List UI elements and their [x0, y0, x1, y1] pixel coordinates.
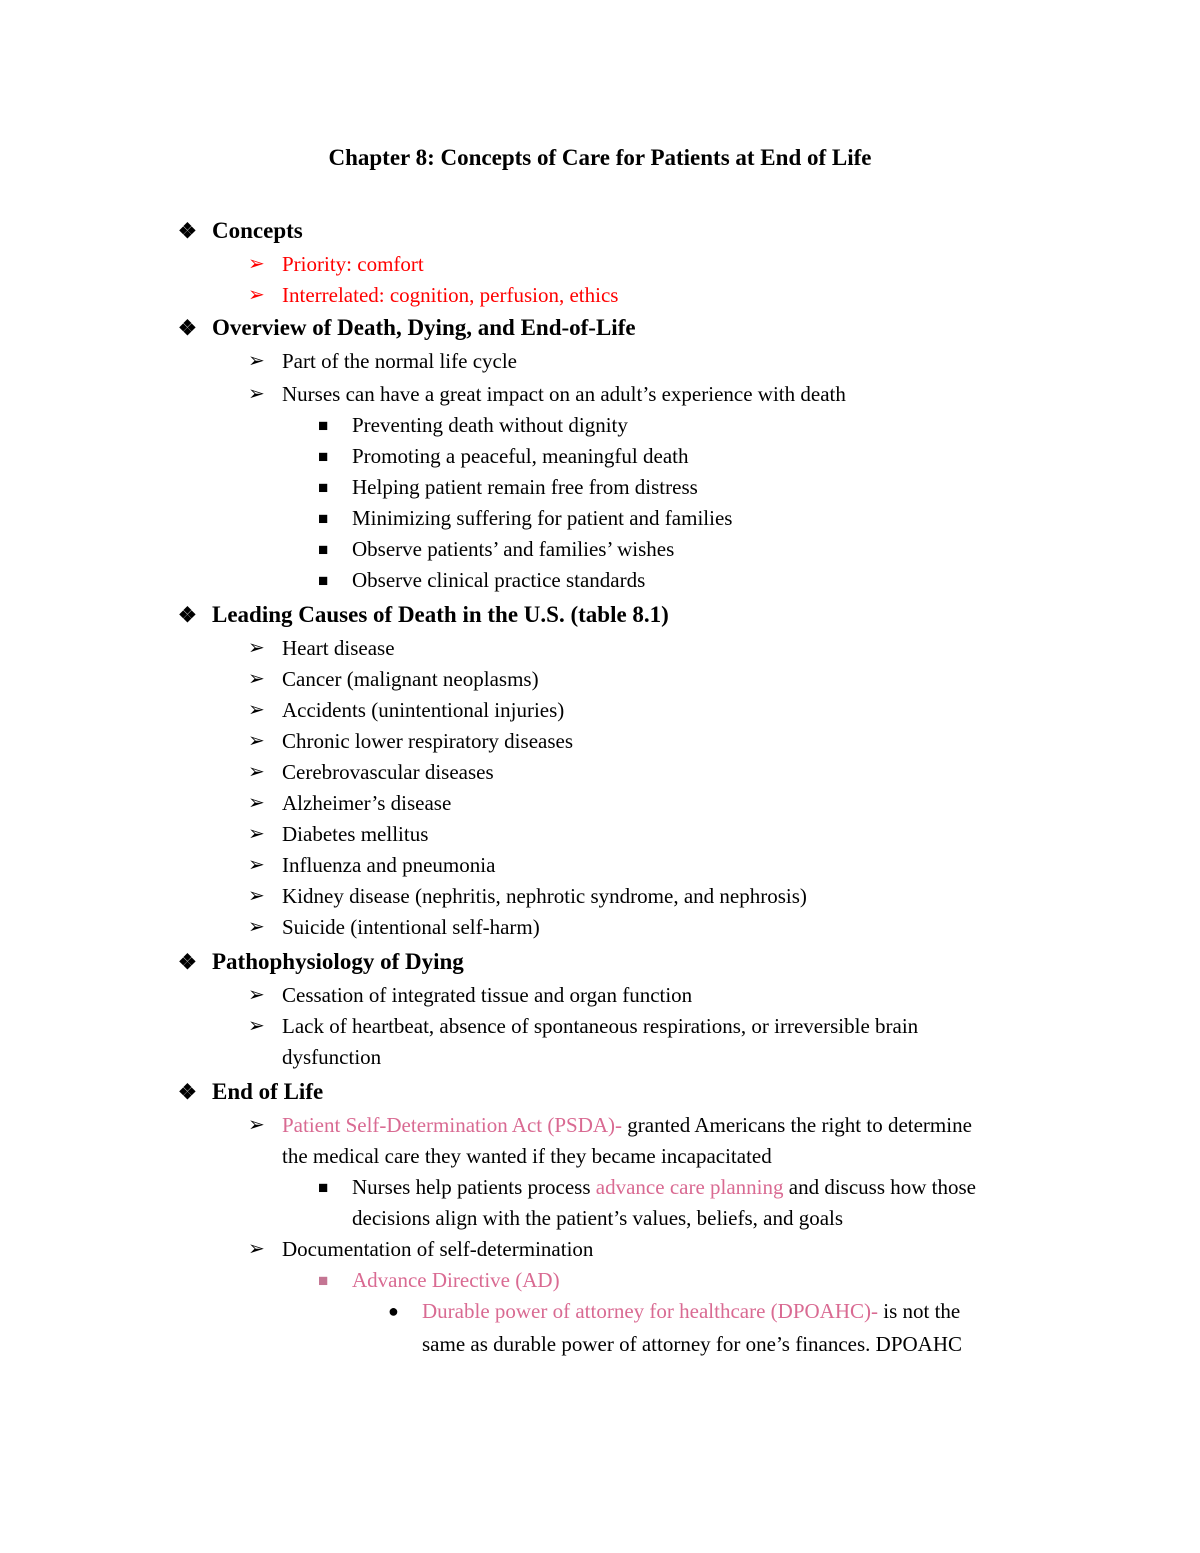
list-item: [248, 249, 424, 280]
list-item-text: Accidents (unintentional injuries): [282, 698, 565, 722]
arrow-bullet-icon: ➢: [248, 984, 265, 1006]
sub-list-item-text: Promoting a peaceful, meaningful death: [352, 444, 689, 468]
arrow-bullet-icon: ➢: [248, 1015, 265, 1037]
arrow-bullet-icon: ➢: [248, 699, 265, 721]
arrow-bullet-icon: ➢: [248, 823, 265, 845]
square-bullet-icon: ■: [318, 571, 329, 590]
list-item: [248, 881, 807, 912]
sub-list-item: [318, 410, 628, 441]
heading-text: Overview of Death, Dying, and End-of-Life: [212, 315, 636, 340]
list-item-text: Heart disease: [282, 636, 395, 660]
sub-list-item: [318, 565, 646, 596]
list-item-text: Documentation of self-determination: [282, 1237, 594, 1261]
list-item-text: Suicide (intentional self-harm): [282, 915, 540, 939]
square-bullet-icon: ■: [318, 509, 329, 528]
arrow-bullet-icon: ➢: [248, 761, 265, 783]
sub-list-item: [318, 1265, 560, 1296]
sub-list-item-text: Observe clinical practice standards: [352, 568, 646, 592]
list-item-text: granted Americans the right to determine: [622, 1113, 972, 1137]
list-item-text: Lack of heartbeat, absence of spontaneous respirations, or irreversible brain: [282, 1014, 919, 1038]
list-item-text: Kidney disease (nephritis, nephrotic syndrome, and nephrosis): [282, 884, 807, 908]
sub-sub-list-item: [388, 1296, 961, 1327]
list-item-text: Diabetes mellitus: [282, 822, 429, 846]
list-item: [248, 280, 619, 311]
square-bullet-icon: ■: [318, 447, 329, 466]
diamond-bullet-icon: ❖: [178, 1080, 197, 1104]
list-item-text: Interrelated: cognition, perfusion, ethics: [282, 283, 619, 307]
diamond-bullet-icon: ❖: [178, 219, 197, 243]
list-item: [248, 346, 517, 377]
arrow-bullet-icon: ➢: [248, 668, 265, 690]
square-bullet-icon: ■: [318, 478, 329, 497]
list-item-text: Cancer (malignant neoplasms): [282, 667, 539, 691]
sub-list-item-text: Preventing death without dignity: [352, 413, 628, 437]
arrow-bullet-icon: ➢: [248, 637, 265, 659]
list-item-continuation: the medical care they wanted if they became incapacitated: [282, 1144, 772, 1168]
sub-list-item-text: and discuss how those: [783, 1175, 977, 1199]
section-heading-overview: [178, 311, 636, 345]
list-item: [248, 633, 395, 664]
arrow-bullet-icon: ➢: [248, 730, 265, 752]
heading-text: Leading Causes of Death in the U.S. (table 8.1): [212, 602, 669, 627]
dpoahc-term: Durable power of attorney for healthcare (DPOAHC)-: [422, 1299, 878, 1323]
list-item: [248, 980, 693, 1011]
diamond-bullet-icon: ❖: [178, 316, 197, 340]
list-item-text: Influenza and pneumonia: [282, 853, 496, 877]
psda-term: Patient Self-Determination Act (PSDA)-: [282, 1113, 623, 1137]
sub-list-item: [318, 441, 689, 472]
square-bullet-icon: ■: [318, 1178, 329, 1197]
section-heading-causes: [178, 598, 669, 632]
list-item: [248, 1110, 972, 1141]
list-item: [248, 695, 565, 726]
arrow-bullet-icon: ➢: [248, 253, 265, 275]
list-item-text: Alzheimer’s disease: [282, 791, 452, 815]
list-item: [248, 664, 539, 695]
arrow-bullet-icon: ➢: [248, 383, 265, 405]
page-title: Chapter 8: Concepts of Care for Patients at End of Life: [328, 145, 872, 170]
list-item-text: Cerebrovascular diseases: [282, 760, 494, 784]
sub-list-item-text: Nurses help patients process: [352, 1175, 596, 1199]
list-item-text: Chronic lower respiratory diseases: [282, 729, 573, 753]
list-item: [248, 757, 494, 788]
arrow-bullet-icon: ➢: [248, 885, 265, 907]
list-item: [248, 1234, 594, 1265]
section-heading-patho: [178, 945, 464, 979]
heading-text: Pathophysiology of Dying: [212, 949, 464, 974]
sub-list-item: [318, 1172, 977, 1203]
diamond-bullet-icon: ❖: [178, 603, 197, 627]
list-item: [248, 1011, 919, 1042]
sub-list-item-text: Minimizing suffering for patient and families: [352, 506, 733, 530]
sub-sub-list-item-continuation: same as durable power of attorney for one’s finances. DPOAHC: [422, 1332, 963, 1356]
advance-care-planning-term: advance care planning: [595, 1175, 784, 1199]
list-item-text: is not the: [878, 1299, 961, 1323]
arrow-bullet-icon: ➢: [248, 284, 265, 306]
sub-list-item: [318, 472, 698, 503]
section-heading-concepts: [178, 214, 303, 248]
heading-text: End of Life: [212, 1079, 324, 1104]
advance-directive-term: Advance Directive (AD): [352, 1268, 560, 1292]
list-item-continuation: dysfunction: [282, 1045, 382, 1069]
list-item: [248, 819, 429, 850]
list-item-text: Cessation of integrated tissue and organ function: [282, 983, 693, 1007]
list-item: [248, 788, 452, 819]
list-item-text: Part of the normal life cycle: [282, 349, 517, 373]
dot-bullet-icon: ●: [388, 1301, 399, 1321]
arrow-bullet-icon: ➢: [248, 916, 265, 938]
sub-list-item-text: Observe patients’ and families’ wishes: [352, 537, 675, 561]
list-item: [248, 850, 496, 881]
square-bullet-icon: ■: [318, 540, 329, 559]
arrow-bullet-icon: ➢: [248, 350, 265, 372]
arrow-bullet-icon: ➢: [248, 1238, 265, 1260]
arrow-bullet-icon: ➢: [248, 854, 265, 876]
arrow-bullet-icon: ➢: [248, 792, 265, 814]
sub-list-item: [318, 503, 733, 534]
square-bullet-icon: ■: [318, 1271, 329, 1290]
heading-text: Concepts: [212, 218, 303, 243]
list-item: [248, 912, 540, 943]
list-item-text: Priority: comfort: [282, 252, 424, 276]
diamond-bullet-icon: ❖: [178, 950, 197, 974]
sub-list-item-text: Helping patient remain free from distress: [352, 475, 698, 499]
section-heading-eol: [178, 1075, 324, 1109]
list-item: [248, 726, 573, 757]
arrow-bullet-icon: ➢: [248, 1114, 265, 1136]
square-bullet-icon: ■: [318, 416, 329, 435]
sub-list-item-continuation: decisions align with the patient’s values, beliefs, and goals: [352, 1206, 844, 1230]
list-item: [248, 379, 846, 410]
sub-list-item: [318, 534, 675, 565]
list-item-text: Nurses can have a great impact on an adult’s experience with death: [282, 382, 846, 406]
